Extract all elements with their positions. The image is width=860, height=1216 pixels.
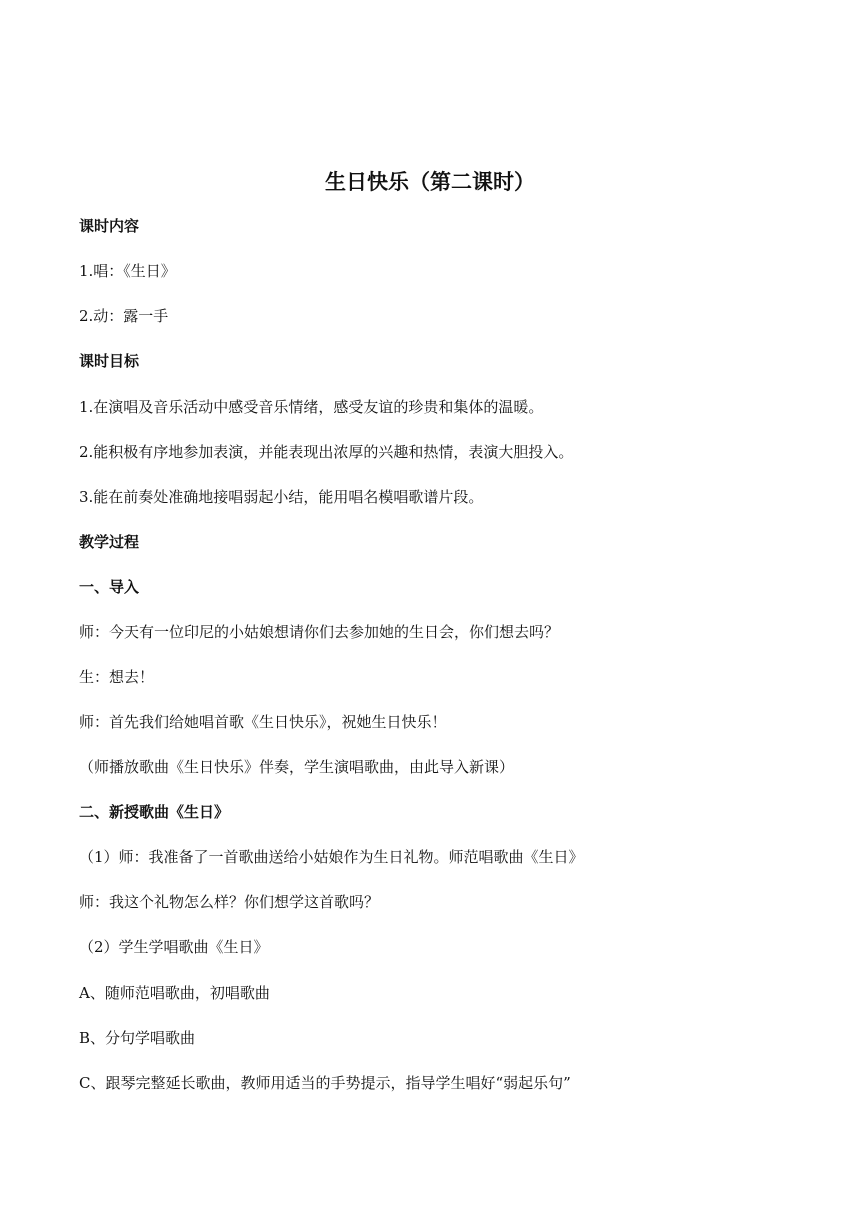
- section-heading-new-song: 二、新授歌曲《生日》: [79, 803, 230, 821]
- step-line: （2）学生学唱歌曲《生日》: [79, 938, 269, 956]
- dialogue-line: 师：首先我们给她唱首歌《生日快乐》，祝她生日快乐！: [79, 713, 447, 731]
- dialogue-line: 师：我这个礼物怎么样？你们想学这首歌吗？: [79, 893, 380, 911]
- heading-lesson-content: 课时内容: [79, 217, 140, 235]
- dialogue-line: 生：想去！: [79, 668, 155, 686]
- sub-step-a: A、随师范唱歌曲，初唱歌曲: [79, 984, 270, 1002]
- content-item-1: 1.唱：《生日》: [79, 262, 176, 280]
- step-line: （1）师：我准备了一首歌曲送给小姑娘作为生日礼物。师范唱歌曲《生日》: [79, 848, 584, 866]
- sub-step-c: C、跟琴完整延长歌曲，教师用适当的手势提示，指导学生唱好“弱起乐句”: [79, 1074, 571, 1092]
- heading-teaching-process: 教学过程: [79, 533, 140, 551]
- dialogue-line: 师：今天有一位印尼的小姑娘想请你们去参加她的生日会，你们想去吗？: [79, 623, 560, 641]
- document-title: 生日快乐（第二课时）: [325, 170, 535, 194]
- section-heading-intro: 一、导入: [79, 578, 140, 596]
- goal-item-3: 3.能在前奏处准确地接唱弱起小结，能用唱名模唱歌谱片段。: [79, 488, 484, 506]
- stage-direction: （师播放歌曲《生日快乐》伴奏，学生演唱歌曲，由此导入新课）: [79, 758, 515, 776]
- sub-step-b: B、分句学唱歌曲: [79, 1029, 196, 1047]
- heading-lesson-goals: 课时目标: [79, 352, 140, 370]
- goal-item-2: 2.能积极有序地参加表演，并能表现出浓厚的兴趣和热情，表演大胆投入。: [79, 443, 574, 461]
- content-item-2: 2.动：露一手: [79, 307, 169, 325]
- goal-item-1: 1.在演唱及音乐活动中感受音乐情绪，感受友谊的珍贵和集体的温暖。: [79, 398, 544, 416]
